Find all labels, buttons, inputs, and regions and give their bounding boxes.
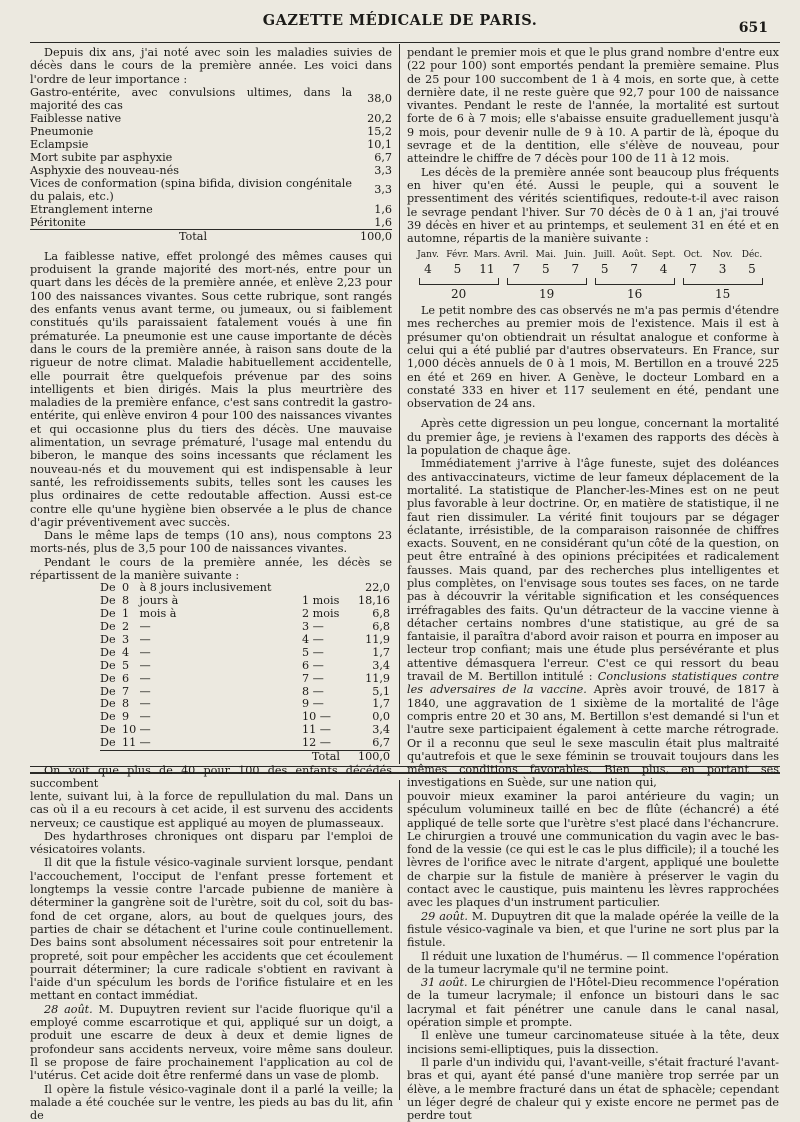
cause-value: 10,1	[367, 137, 392, 151]
season-sum: 20	[451, 287, 467, 302]
season-sum: 19	[539, 287, 555, 302]
paragraph: On voit que plus de 40 pour 100 des enfants décédés succombent	[30, 764, 392, 791]
paragraph: Le petit nombre des cas observés ne m'a pas permis d'étendre mes recherches au premier mois de l'existence. Mais il est à présumer qu'on obtiendrait un résultat analogue et conforme à celui qui a été publié par d'autres observateurs. En France, sur 1,000 décès annuels de 0 à 1 mois, M. Bertillon en a trouvé 225 en été et 269 en hiver. A Genève, le docteur Lombard en a constaté 333 en hiver et 117 seulement en été, pendant une observation de 24 ans.	[407, 304, 779, 411]
paragraph-text: Après avoir trouvé, de 1817 à 1840, une aggravation de 1 sixième de la mortalité de l'âge compris entre 20 et 30 ans, M. Bertillon s'est demandé si l'un et l'autre sexe participaient également à cette marche rétrograde. Or il a reconnu que seul le sexe masculin était plus maltraité qu'autrefois et que le sexe féminin se trouvait toujours dans les mêmes conditions favorables. Bien plus, en portant ses investigations en Suède, sur une nation qui,	[407, 683, 779, 790]
age-mid: —	[139, 658, 151, 672]
age-value: 5,1	[372, 684, 390, 698]
age-mid: —	[139, 632, 151, 646]
column-divider-bottom	[399, 780, 400, 1100]
age-value: 6,7	[372, 736, 390, 750]
table-row	[100, 634, 390, 647]
month-value: 5	[600, 261, 609, 276]
running-title: GAZETTE MÉDICALE DE PARIS.	[262, 12, 538, 29]
age-value: 3,4	[372, 658, 390, 672]
paragraph	[407, 457, 779, 789]
paragraph: Pendant le cours de la première année, les décès se répartissent de la manière suivante :	[30, 555, 392, 583]
age-to: 3 —	[302, 620, 324, 634]
month-value: 7	[689, 261, 697, 276]
page-number: 651	[738, 20, 768, 36]
paragraph: Il opère la fistule vésico-vaginale dont il a parlé la veille; la malade a été couchée sur le ventre, les pieds au bas du lit, afin de	[30, 1082, 393, 1122]
entry-date: 29 août.	[421, 909, 468, 923]
cause-label: Etranglement interne	[30, 202, 153, 216]
paragraph-text: M. Dupuytren dit que la malade opérée la veille de la fistule vésico-vaginale va bien, et que l'urine ne sort plus par la fistule.	[407, 909, 779, 950]
age-to: 6 —	[302, 658, 324, 672]
paragraph: Après cette digression un peu longue, concernant la mortalité du premier âge, je reviens à l'examen des rapports des décès à la population de chaque âge.	[407, 417, 779, 458]
age-prefix: De	[100, 736, 116, 750]
age-mid: —	[139, 697, 151, 711]
age-from: 0	[122, 581, 130, 595]
age-to: 12 —	[302, 736, 331, 750]
month-name: Déc.	[741, 250, 763, 261]
paragraph	[407, 910, 779, 950]
paragraph: pouvoir mieux examiner la paroi antérieure du vagin; un spéculum volumineux taillé en bec de flûte (échancré) a été appliqué de telle sorte que l'urètre s'est placé dans l'échancrure. Le chirurgien a trouvé une communication du vagin avec le bas-fond de la vessie (ce qui est le cas le plus difficile); il a touché les lèvres de l'orifice avec le nitrate d'argent, appliqué une boulette de charpie sur la fistule de manière à préserver le vagin du contact avec le caustique, puis maintenu les lèvres rapprochées avec les plaques d'un instrument particulier.	[407, 790, 779, 910]
age-from: 2	[122, 620, 130, 634]
table-row	[30, 138, 392, 151]
total-label: Total	[100, 751, 348, 764]
month-name: Avril.	[504, 250, 529, 261]
month-name: Sept.	[651, 250, 676, 261]
table-row	[30, 112, 392, 125]
cause-label: Asphyxie des nouveau-nés	[30, 163, 179, 177]
entry-date: 28 août.	[44, 1002, 93, 1016]
age-to: 1 mois	[302, 594, 340, 608]
table-row	[30, 164, 392, 177]
table-total-row	[100, 751, 390, 764]
age-from: 11	[122, 736, 137, 750]
month-name: Juill.	[594, 250, 616, 261]
header-rule	[30, 42, 780, 43]
age-mid: —	[139, 620, 151, 634]
table-row	[30, 125, 392, 138]
month-name: Janv.	[417, 250, 439, 261]
month-name: Mars.	[473, 250, 501, 261]
month-value: 4	[424, 261, 432, 276]
age-mid: à 8 jours inclusivement	[139, 581, 272, 595]
month-value: 3	[718, 261, 727, 276]
age-prefix: De	[100, 632, 116, 646]
paragraph	[407, 976, 779, 1029]
column-left-top	[30, 46, 392, 791]
month-name: Oct.	[683, 250, 703, 261]
total-value: 100,0	[348, 751, 390, 764]
age-mid: mois à	[139, 607, 177, 621]
season-brace	[683, 278, 763, 285]
age-from: 7	[122, 684, 130, 698]
table-row	[30, 203, 392, 216]
table-row	[100, 647, 390, 660]
age-to: 9 —	[302, 697, 324, 711]
season-braces	[415, 278, 765, 288]
table-row	[30, 216, 392, 230]
age-value: 22,0	[365, 581, 390, 595]
age-prefix: De	[100, 710, 116, 724]
table-row	[100, 621, 390, 634]
total-label: Total	[30, 229, 352, 243]
age-mid: —	[139, 736, 151, 750]
season-brace	[419, 278, 499, 285]
age-prefix: De	[100, 645, 116, 659]
age-mid: —	[139, 684, 151, 698]
month-value: 7	[630, 261, 638, 276]
age-value: 6,8	[372, 620, 390, 634]
age-prefix: De	[100, 607, 116, 621]
table-total-row	[30, 229, 392, 243]
month-value: 11	[479, 261, 495, 276]
age-from: 1	[122, 607, 130, 621]
table-row	[30, 151, 392, 164]
age-from: 9	[122, 710, 130, 724]
month-value: 5	[453, 261, 462, 276]
age-prefix: De	[100, 658, 116, 672]
paragraph: Il réduit une luxation de l'humérus. — Il commence l'opération de la tumeur lacrymale qu'il ne termine point.	[407, 949, 779, 976]
age-prefix: De	[100, 594, 116, 608]
month-name: Juin.	[564, 250, 586, 261]
age-value: 11,9	[365, 632, 390, 646]
month-name: Nov.	[712, 250, 733, 261]
entry-date: 31 août.	[421, 976, 468, 990]
cause-label: Eclampsie	[30, 137, 89, 151]
cause-label: Faiblesse native	[30, 111, 122, 125]
age-to: 10 —	[302, 710, 331, 724]
table-row	[100, 737, 390, 750]
age-to: 8 —	[302, 684, 324, 698]
age-value: 11,9	[365, 671, 390, 685]
age-prefix: De	[100, 581, 116, 595]
month-value: 5	[748, 261, 756, 276]
age-from: 6	[122, 671, 130, 685]
season-sum: 16	[627, 287, 643, 302]
paragraph	[30, 1003, 393, 1083]
paragraph-text: M. Dupuytren revient sur l'acide fluorique qu'il a employé comme escarrotique et qui, appliqué sur un doigt, a produit une escarre de deux à deux et demie lignes de profondeur sans accidents nerveux, voire même sans douleur. Il se propose de faire prochainement l'application au col de l'utérus. Cet acide doit être renfermé dans un vase de plomb.	[30, 1002, 393, 1083]
age-value: 6,8	[372, 607, 390, 621]
cause-value: 1,6	[374, 202, 392, 216]
season-brace	[595, 278, 675, 285]
age-from: 8	[122, 697, 130, 711]
table-row	[30, 177, 392, 203]
monthly-deaths-table	[415, 249, 765, 304]
month-value: 7	[512, 261, 521, 276]
age-from: 3	[122, 632, 130, 646]
cause-label: Péritonite	[30, 215, 86, 229]
paragraph: Des hydarthroses chroniques ont disparu par l'emploi de vésicatoires volants.	[30, 829, 393, 857]
paragraph: lente, suivant lui, à la force de repullulation du mal. Dans un cas où il a eu recours à cet acide, il est survenu des accidents nerveux; ce caustique est appliqué au moyen de plumasseaux.	[30, 790, 393, 830]
cause-value: 20,2	[367, 111, 392, 125]
age-to: 4 —	[302, 632, 324, 646]
age-mid: jours à	[139, 594, 179, 608]
cause-value: 3,3	[374, 163, 392, 177]
column-right-bottom	[407, 790, 779, 1122]
month-names-row	[415, 249, 765, 262]
column-left-bottom	[30, 790, 393, 1122]
age-from: 8	[122, 594, 130, 608]
cause-label: Pneumonie	[30, 124, 94, 138]
month-name: Mai.	[535, 250, 556, 261]
paragraph: Il dit que la fistule vésico-vaginale survient lorsque, pendant l'accouchement, l'occiput de l'enfant presse fortement et longtemps la vessie contre l'arcade pubienne de manière à déterminer la gangrène soit de l'urètre, soit du col, soit du bas-fond de cet organe, alors, au bout de quelques jours, des parties de chair se détachent et l'urine coule continuellement. Des bains sont absolument nécessaires soit pour entretenir la propreté, soit pour empêcher les accidents que cet écoulement pourrait déterminer; la cure radicale s'obtient en ravivant à l'aide d'un spéculum les bords de l'orifice fistulaire et en les mettant en contact immédiat.	[30, 856, 393, 1003]
page-header	[0, 0, 800, 44]
age-distribution-table	[100, 582, 390, 764]
age-value: 18,16	[357, 594, 390, 608]
age-from: 4	[122, 645, 130, 659]
age-to: 7 —	[302, 671, 324, 685]
month-value: 4	[659, 261, 668, 276]
age-mid: —	[139, 645, 151, 659]
month-value: 5	[541, 261, 550, 276]
month-value: 7	[571, 261, 580, 276]
age-prefix: De	[100, 684, 116, 698]
causes-table	[30, 86, 392, 243]
month-name: Févr.	[446, 250, 469, 261]
month-values-row	[415, 263, 765, 276]
paragraph: Dans le même laps de temps (10 ans), nous comptons 23 morts-nés, plus de 3,5 pour 100 de naissances vivantes.	[30, 529, 392, 556]
season-brace	[507, 278, 587, 285]
paragraph: Il parle d'un individu qui, l'avant-veille, s'était fracturé l'avant-bras et qui, ayant été pansé d'une manière trop serrée par un élève, a le membre fracturé dans un état de sphacèle; cependant un léger degré de chaleur qui y existe encore ne permet pas de perdre tout	[407, 1055, 779, 1122]
paragraph: La faiblesse native, effet prolongé des mêmes causes qui produisent la grande majorité des mort-nés, entre pour un quart dans les décès de la première année, et enlève 2,23 pour 100 des naissances vivantes. Sous cette rubrique, sont rangés des enfants venus avant terme, ou jumeaux, ou si faiblement constitués qu'ils paraissaient fatalement voués à une fin prématurée. La pneumonie est une cause importante de décès dans le cours de la première année, à raison sans doute de la rigueur de notre climat. Maladie habituellement accidentelle, elle pourrait être quelquefois prévenue par des soins intelligents et bien dirigés. Mais la plus meurtrière des maladies de la première enfance, c'est sans contredit la gastro-entérite, qui enlève environ 4 pour 100 des naissances vivantes et qui occasionne plus du tiers des décès. Une mauvaise alimentation, un sevrage prématuré, l'usage mal entendu du biberon, le manque des soins incessants que réclament les nouveau-nés et du mouvement qui est indispensable à leur santé, les refroidissements subits, telles sont les causes les plus ordinaires de cette redoutable affection. Aussi est-ce contre elle qu'une hygiène bien observée a le plus de chance d'agir préventivement avec succès.	[30, 249, 392, 529]
age-value: 0,0	[372, 710, 390, 724]
age-to: 5 —	[302, 645, 324, 659]
cause-value: 6,7	[374, 150, 392, 164]
paragraph: pendant le premier mois et que le plus grand nombre d'entre eux (22 pour 100) sont emportés pendant la première semaine. Plus de 25 pour 100 succombent de 1 à 4 mois, en sorte que, à cette dernière date, il ne reste guère que 92,7 pour 100 de naissance vivantes. Pendant le reste de l'année, la mortalité est surtout forte de 6 à 7 mois; elle s'abaisse ensuite graduellement jusqu'à 9 mois, pour devenir nulle de 9 à 10. A partir de là, époque du sevrage et de la dentition, elle s'élève de nouveau, pour atteindre le chiffre de 7 décès pour 100 de 11 à 12 mois.	[407, 46, 779, 166]
age-mid: —	[139, 671, 151, 685]
paragraph-text: Immédiatement j'arrive à l'âge funeste, sujet des doléances des antivaccinateurs, victime de leur fameux déplacement de la mortalité. La statistique de Plancher-les-Mines est on ne peut plus favorable à leur doctrine. Or, en matière de statistique, il ne faut rien dissimuler. La vérité finit toujours par se dégager éclatante, irrésistible, de la comparaison raisonnée de chiffres exacts. Souvent, en ne considérant qu'un côté de la question, on peut être entraîné à des opinions précipitées et radicalement fausses. Mais quand, par des recherches plus intelligentes et plus complètes, on l'envisage sous toutes ses faces, on ne tarde pas à découvrir la véritable signification et les conséquences irréfragables des faits. Qu'un détracteur de la vaccine vienne à détacher certains nombres d'une statistique, au gré de sa fantaisie, il paraîtra d'abord avoir raison et pourra en imposer au lecteur trop confiant; mais une étude plus persévérante et plus attentive démasquera l'erreur. C'est ce qui ressort du beau travail de M. Bertillon intitulé :	[407, 457, 779, 684]
age-mid: —	[139, 710, 151, 724]
cause-value: 15,2	[367, 124, 392, 138]
age-value: 3,4	[372, 723, 390, 737]
paragraph: Il enlève une tumeur carcinomateuse située à la tête, deux incisions semi-elliptiques, puis la dissection.	[407, 1029, 779, 1056]
paragraph: Depuis dix ans, j'ai noté avec soin les maladies suivies de décès dans le cours de la première année. Les voici dans l'ordre de leur importance :	[30, 46, 392, 86]
season-sums	[415, 288, 765, 304]
cause-label: Gastro-entérite, avec convulsions ultimes, dans la majorité des cas	[30, 85, 352, 112]
age-prefix: De	[100, 697, 116, 711]
cause-label: Vices de conformation (spina bifida, division congénitale du palais, etc.)	[30, 176, 352, 203]
cause-label: Mort subite par asphyxie	[30, 150, 173, 164]
age-to: 2 mois	[302, 607, 340, 621]
age-prefix: De	[100, 723, 116, 737]
cause-value: 3,3	[374, 183, 392, 197]
age-value: 1,7	[372, 645, 390, 659]
table-row	[30, 86, 392, 112]
column-right-top	[407, 46, 779, 790]
cause-value: 1,6	[374, 215, 392, 229]
age-prefix: De	[100, 620, 116, 634]
month-name: Août.	[622, 250, 647, 261]
cause-value: 38,0	[367, 92, 392, 106]
paragraph: Les décès de la première année sont beaucoup plus fréquents en hiver qu'en été. Aussi le peuple, qui a souvent le pressentiment des vérités scientifiques, redoute-t-il avec raison le sevrage pendant l'hiver. Sur 70 décès de 0 à 1 an, j'ai trouvé 39 décès en hiver et au printemps, et seulement 31 en été et en automne, répartis de la manière suivante :	[407, 165, 779, 246]
age-from: 10	[122, 723, 137, 737]
season-sum: 15	[715, 287, 731, 302]
age-from: 5	[122, 658, 130, 672]
table-row	[100, 660, 390, 673]
age-to: 11 —	[302, 723, 331, 737]
total-value: 100,0	[352, 229, 392, 243]
column-divider-top	[399, 44, 400, 764]
paragraph-text: Le chirurgien de l'Hôtel-Dieu recommence l'opération de la tumeur lacrymale; il enfonce un bistouri dans le sac lacrymal et fait pénétrer une canule dans le canal nasal, opération simple et prompte.	[407, 976, 779, 1030]
table-row	[100, 673, 390, 686]
age-prefix: De	[100, 671, 116, 685]
age-value: 1,7	[372, 697, 390, 711]
cited-title: Conclusions statistiques contre les adversaires de la vaccine.	[407, 670, 780, 697]
age-mid: —	[139, 723, 151, 737]
